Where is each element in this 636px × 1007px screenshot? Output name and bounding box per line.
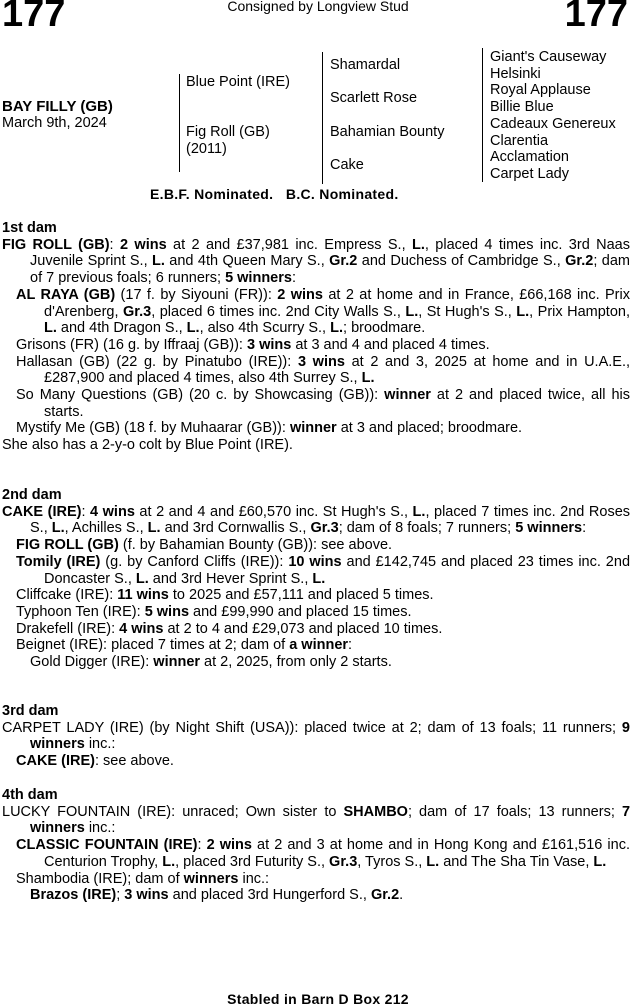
section-entries (2, 804, 630, 904)
bold-text: Gr.3 (329, 853, 358, 870)
text: at 2, 2025, from only 2 starts. (200, 654, 392, 671)
bold-text: winner (289, 420, 337, 437)
text: and £142,745 and placed 23 times inc. 2nd Doncaster S., (44, 553, 631, 587)
bold-text: CAKE (IRE) (16, 753, 95, 770)
pedigree-g3-4: Billie Blue (490, 99, 554, 116)
bold-text: 4 wins (119, 620, 164, 637)
text: : see above. (94, 753, 174, 770)
text: inc.: (238, 870, 270, 887)
text: Mystify Me (GB) (18 f. by Muhaarar (GB)): (16, 420, 290, 437)
bold-text: FIG ROLL (GB) (16, 537, 119, 554)
text: ; broodmare. (343, 320, 426, 337)
bold-text: 3 wins (297, 353, 345, 370)
pedigree-entry (2, 753, 630, 770)
text: (17 f. by Siyouni (FR)): (115, 286, 278, 303)
text: : (348, 637, 353, 654)
bold-text: L. (405, 303, 419, 320)
bold-text: 2 wins (119, 236, 167, 253)
text: : (291, 270, 296, 287)
bold-text: L. (186, 320, 200, 337)
text: to 2025 and £57,111 and placed 5 times. (168, 587, 434, 604)
section-heading: 3rd dam (2, 703, 59, 719)
lot-number-right: 177 (564, 0, 628, 35)
horse-foaling-date: March 9th, 2024 (2, 115, 107, 131)
pedigree-entry (2, 554, 630, 587)
bold-text: 3 wins (246, 336, 292, 353)
text: and The Sha Tin Vase, (439, 853, 594, 870)
bold-text: a winner (289, 637, 349, 654)
text: (f. by Bahamian Bounty (GB)): see above. (118, 537, 393, 554)
text: Drakefell (IRE): (16, 620, 120, 637)
pedigree-g3-2: Helsinki (490, 65, 541, 82)
bold-text: CLASSIC FOUNTAIN (IRE) (16, 837, 198, 854)
text: inc.: (84, 736, 116, 753)
text: at 2 and £37,981 inc. Empress S., (166, 236, 412, 253)
text: and placed 3rd Hungerford S., (168, 887, 371, 904)
pedigree-entry (2, 537, 630, 554)
pedigree-entry (2, 621, 630, 638)
pedigree-entry (2, 804, 630, 837)
pedigree-g3-6: Clarentia (490, 132, 549, 149)
text: inc.: (84, 820, 116, 837)
text: at 2 and 4 and £60,570 inc. St Hugh's S., (134, 503, 413, 520)
text: Beignet (IRE): placed 7 times at 2; dam of (16, 637, 290, 654)
text: at 2 and 3 at home and in Hong Kong and £161,516 inc. Centurion Trophy, (44, 837, 630, 870)
bold-text: Brazos (IRE) (30, 887, 117, 904)
text: . (399, 887, 404, 904)
bold-text: L. (312, 570, 326, 587)
bold-text: 5 winners (225, 270, 292, 287)
pedigree-divider-3 (482, 48, 483, 182)
pedigree-entry (2, 720, 630, 753)
pedigree-dam: Fig Roll (GB) (186, 124, 270, 140)
pedigree-divider-1 (179, 74, 180, 172)
bold-text: L. (51, 520, 65, 537)
text: , Prix Hampton, (529, 303, 630, 320)
bold-text: L. (412, 503, 426, 520)
pedigree-entry (2, 871, 630, 888)
bold-text: Gr.3 (123, 303, 152, 320)
pedigree-dam-dam: Cake (330, 157, 364, 173)
pedigree-g3-7: Acclamation (490, 149, 569, 166)
text: ; (116, 887, 125, 904)
text: , St Hugh's S., (418, 303, 517, 320)
consignor: Consigned by Longview Stud (227, 0, 409, 14)
bold-text: L. (411, 236, 425, 253)
text: : (582, 520, 587, 537)
text: ; dam of 7 previous foals; 6 runners; (30, 253, 630, 287)
lot-number-left: 177 (2, 0, 66, 35)
bold-text: Gr.2 (370, 887, 400, 904)
bold-text: L. (135, 570, 149, 587)
section-entries (2, 720, 630, 770)
bold-text: 3 wins (124, 887, 169, 904)
bold-text: Gr.3 (310, 520, 339, 537)
bold-text: 5 wins (144, 603, 190, 620)
bold-text: Tomily (IRE) (16, 553, 101, 570)
text: and 3rd Cornwallis S., (160, 520, 311, 537)
bold-text: 4 wins (90, 503, 135, 520)
pedigree-g3-1: Giant's Causeway (490, 49, 607, 65)
text: , Achilles S., (64, 520, 148, 537)
bold-text: 10 wins (288, 553, 342, 570)
pedigree-g3-5: Cadeaux Genereux (490, 115, 616, 132)
pedigree-entry (2, 887, 630, 904)
pedigree-divider-2 (322, 52, 323, 184)
text: at 2 and 3, 2025 at home and in U.A.E., £287,900 and placed 4 times, also 4th Surrey S., (44, 353, 630, 387)
section-entries (2, 504, 630, 671)
text: Gold Digger (IRE): (30, 654, 154, 671)
bold-text: L. (162, 853, 176, 870)
pedigree-entry (2, 637, 630, 654)
bold-text: L. (361, 370, 375, 387)
pedigree-entry (2, 287, 630, 337)
text: Cliffcake (IRE): (16, 587, 118, 604)
pedigree-entry (2, 437, 630, 454)
pedigree-dam-year: (2011) (186, 141, 227, 157)
pedigree-entry (2, 837, 630, 870)
pedigree-entry (2, 354, 630, 387)
text: and 4th Queen Mary S., (164, 253, 330, 270)
text: CARPET LADY (IRE) (by Night Shift (USA)): placed twice at 2; dam of 13 foals; 11 runners; (2, 719, 622, 736)
pedigree-entry (2, 587, 630, 604)
section-heading: 1st dam (2, 220, 57, 236)
bold-text: L. (516, 303, 530, 320)
bold-text: 7 winners (30, 803, 631, 837)
text: and £99,990 and placed 15 times. (189, 603, 412, 620)
bold-text: 9 winners (30, 719, 630, 753)
nominations: E.B.F. Nominated. B.C. Nominated. (150, 186, 399, 202)
text: : (109, 236, 120, 253)
text: She also has a 2-y-o colt by Blue Point (IRE). (2, 437, 293, 454)
section-fourth-dam (2, 787, 630, 904)
text: , also 4th Scurry S., (199, 320, 331, 337)
bold-text: Gr.2 (329, 253, 358, 270)
text: , placed 3rd Futurity S., (175, 853, 330, 870)
text: (g. by Canford Cliffs (IRE)): (100, 553, 289, 570)
text: LUCKY FOUNTAIN (IRE): unraced; Own sister to (2, 803, 344, 820)
section-first-dam (2, 220, 630, 454)
pedigree-dam-sire: Bahamian Bounty (330, 124, 445, 140)
section-third-dam (2, 703, 630, 770)
pedigree-g3-3: Royal Applause (490, 82, 591, 99)
text: So Many Questions (GB) (20 c. by Showcasing (GB)): (16, 387, 385, 404)
bold-text: L. (147, 520, 161, 537)
text: and 3rd Hever Sprint S., (148, 570, 313, 587)
pedigree-entry (2, 420, 630, 437)
section-heading: 4th dam (2, 787, 58, 803)
bold-text: L. (152, 253, 165, 270)
pedigree-g3-8: Carpet Lady (490, 165, 569, 182)
bold-text: winner (153, 654, 201, 671)
pedigree-sire: Blue Point (IRE) (186, 74, 290, 90)
bold-text: 5 winners (515, 520, 583, 537)
text: Typhoon Ten (IRE): (16, 603, 145, 620)
bold-text: L. (593, 853, 607, 870)
text: and 4th Dragon S., (56, 320, 187, 337)
bold-text: L. (44, 320, 57, 337)
bold-text: 2 wins (277, 286, 323, 303)
text: , placed 4 times inc. 3rd Naas Juvenile Sprint S., (30, 236, 631, 270)
text: ; dam of 8 foals; 7 runners; (338, 520, 516, 537)
text: Shambodia (IRE); dam of (16, 870, 184, 887)
text: at 3 and placed; broodmare. (336, 420, 523, 437)
bold-text: FIG ROLL (GB) (2, 236, 110, 253)
stabling-info: Stabled in Barn D Box 212 (227, 991, 409, 1007)
horse-name: BAY FILLY (GB) (2, 98, 113, 115)
bold-text: L. (330, 320, 344, 337)
pedigree-entry (2, 604, 630, 621)
pedigree-sire-dam: Scarlett Rose (330, 90, 418, 106)
pedigree-entry (2, 504, 630, 537)
bold-text: CAKE (IRE) (2, 503, 82, 520)
pedigree-entry (2, 654, 630, 671)
text: at 2 to 4 and £29,073 and placed 10 times. (163, 620, 443, 637)
bold-text: AL RAYA (GB) (16, 286, 116, 303)
text: , placed 7 times inc. 2nd Roses S., (30, 503, 631, 537)
text: Grisons (FR) (16 g. by Iffraaj (GB)): (16, 336, 247, 353)
text: ; dam of 17 foals; 13 runners; (407, 803, 622, 820)
text: at 2 at home and in France, £66,168 inc. Prix d'Arenberg, (44, 286, 630, 320)
section-entries (2, 237, 630, 454)
text: : (197, 837, 207, 854)
pedigree-entry (2, 387, 630, 420)
section-second-dam (2, 487, 630, 671)
text: at 2 and placed twice, all his starts. (44, 387, 630, 420)
pedigree-entry (2, 237, 630, 287)
text: , Tyros S., (357, 853, 427, 870)
bold-text: SHAMBO (343, 803, 408, 820)
bold-text: Gr.2 (565, 253, 594, 270)
section-heading: 2nd dam (2, 487, 62, 503)
bold-text: winners (183, 870, 239, 887)
text: , placed 6 times inc. 2nd City Walls S., (151, 303, 406, 320)
text: Hallasan (GB) (22 g. by Pinatubo (IRE)): (16, 353, 298, 370)
text: at 3 and 4 and placed 4 times. (291, 336, 490, 353)
text: and Duchess of Cambridge S., (357, 253, 566, 270)
bold-text: 2 wins (206, 837, 252, 854)
bold-text: winner (384, 387, 431, 404)
bold-text: 11 wins (117, 587, 169, 604)
pedigree-sire-sire: Shamardal (330, 57, 401, 73)
bold-text: L. (426, 853, 440, 870)
pedigree-entry (2, 337, 630, 354)
text: : (81, 503, 91, 520)
